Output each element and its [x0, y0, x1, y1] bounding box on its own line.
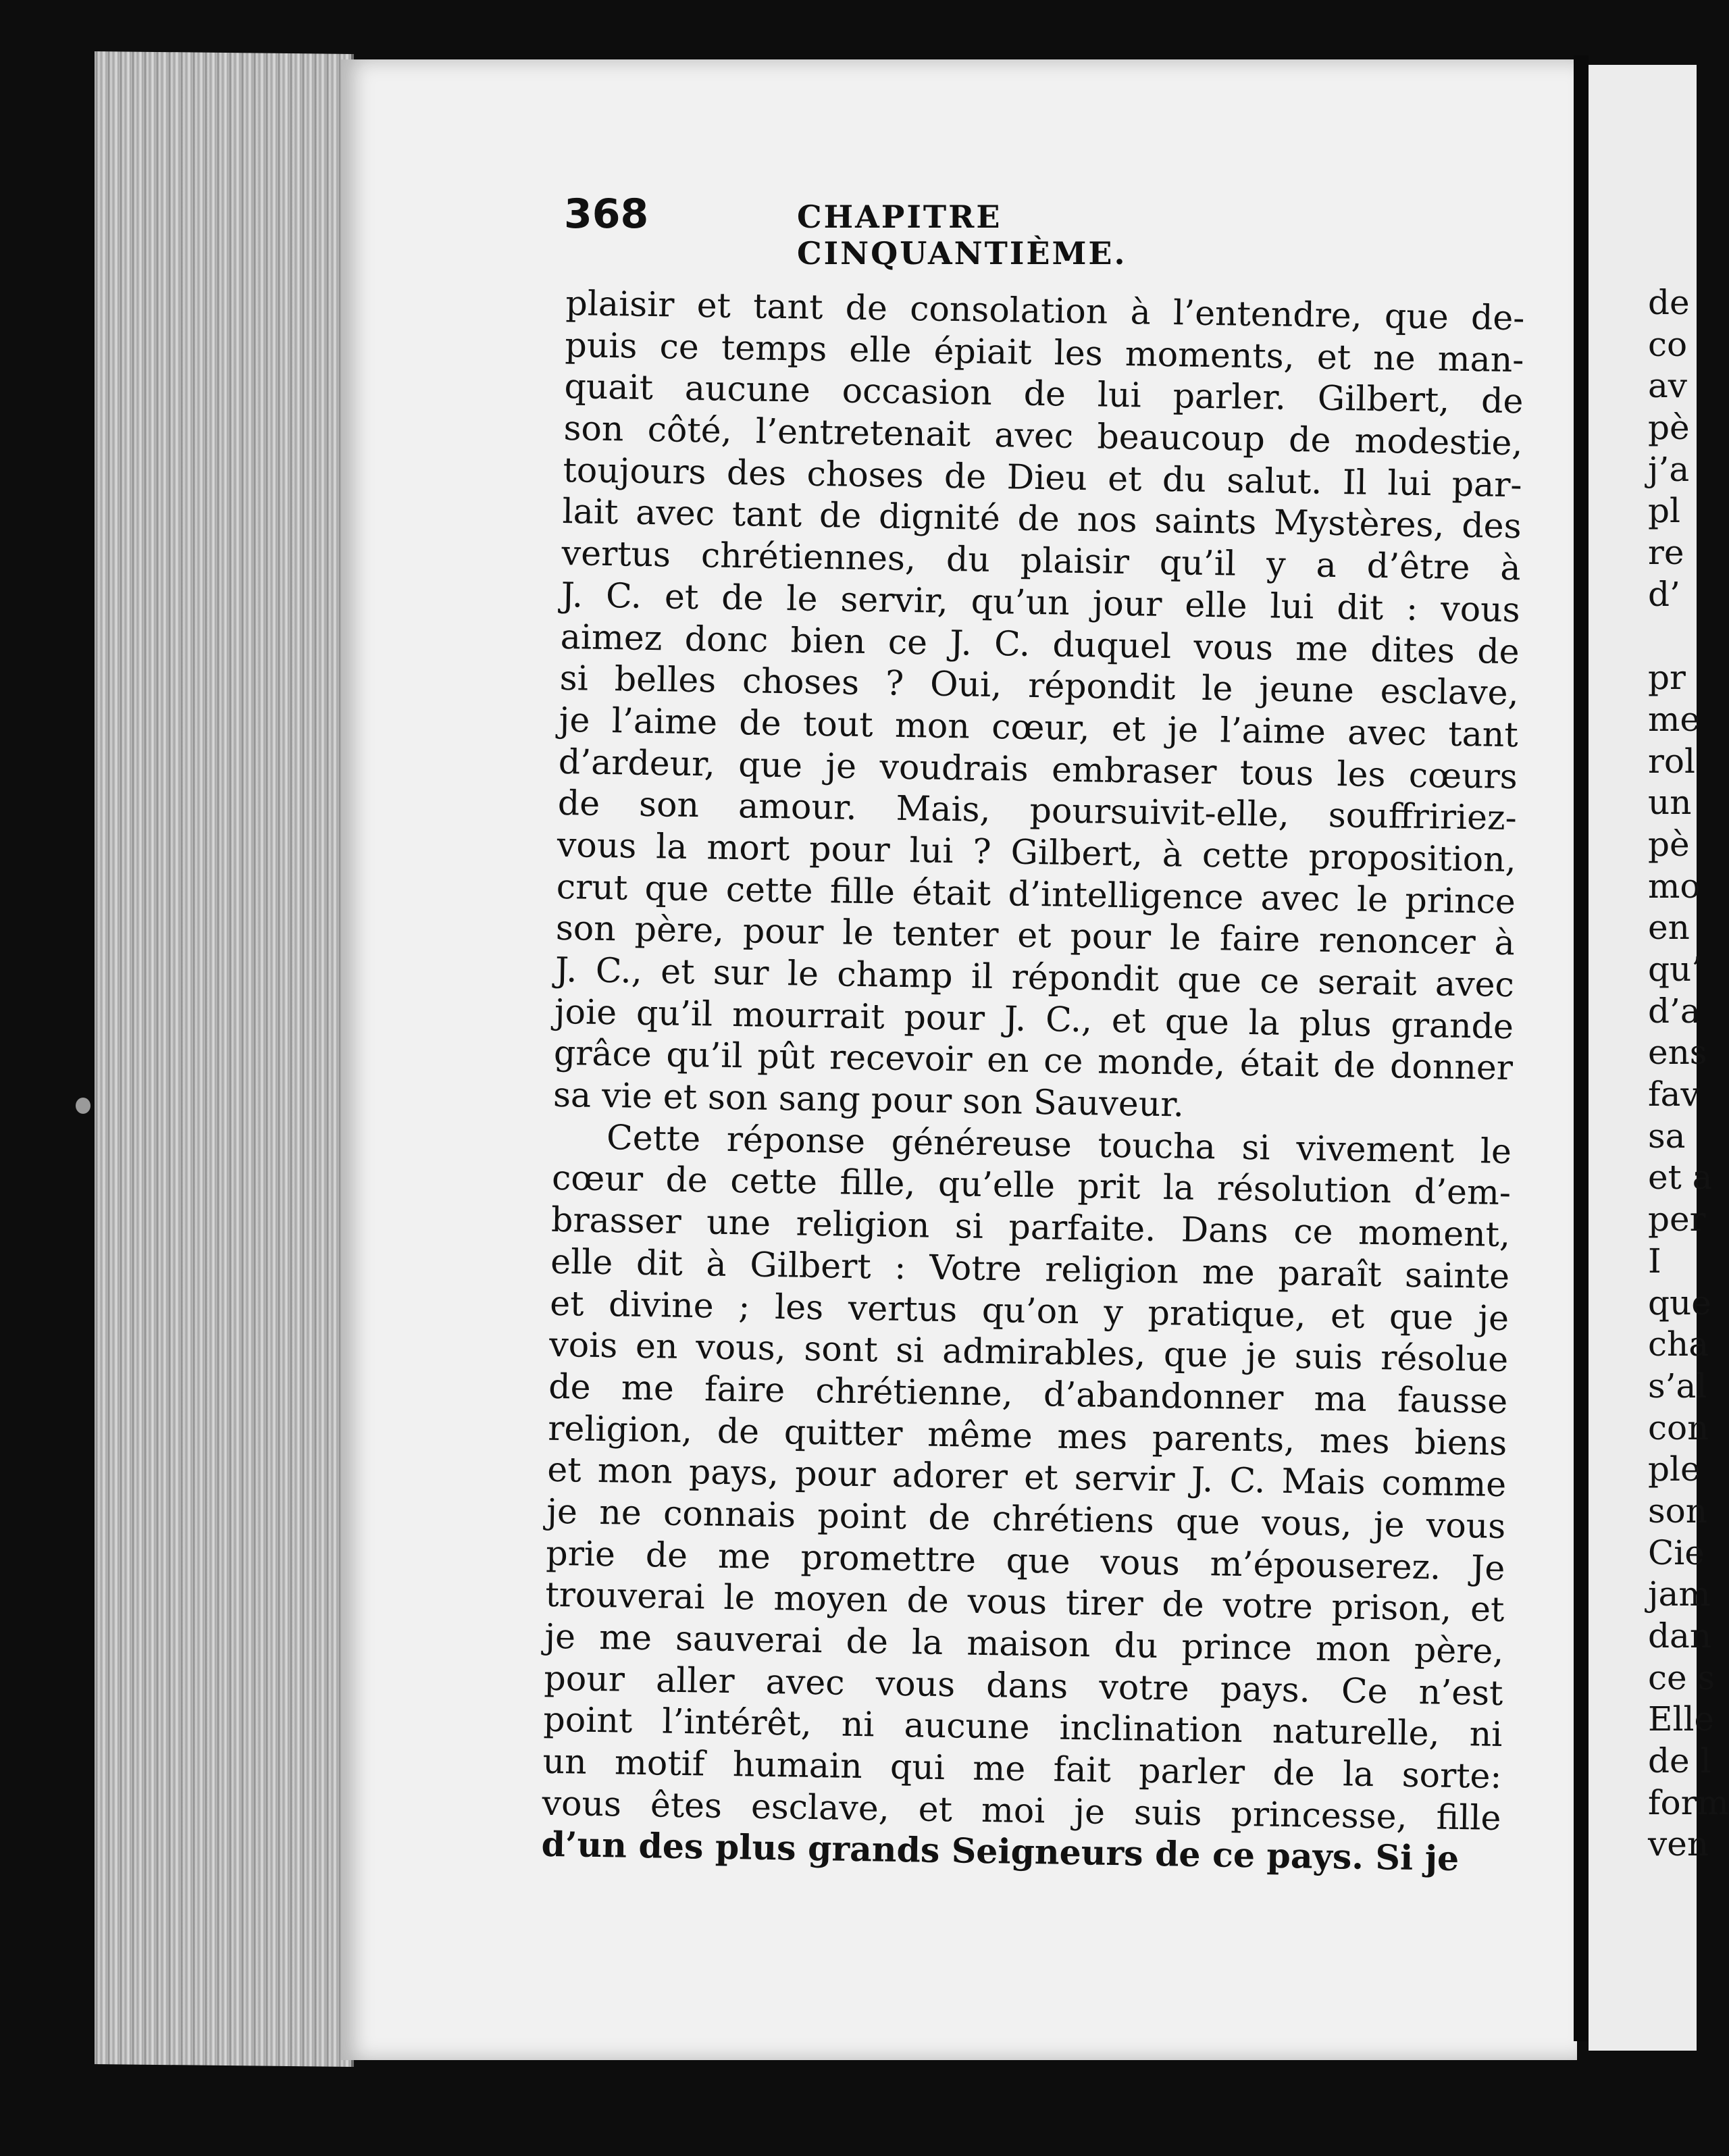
text-line: vous êtes esclave, et moi je suis princesse, fille [542, 1782, 1501, 1838]
text-line: d’un des plus grands Seigneurs de ce pays. Si je [541, 1824, 1460, 1879]
text-line: je me sauverai de la maison du prince mon père, [544, 1616, 1504, 1672]
text-line: vous la mort pour lui ? Gilbert, à cette proposition, [557, 824, 1517, 880]
facing-page-fragment: av [1648, 366, 1688, 406]
text-line: son côté, l’entretenait avec beaucoup de modestie, [563, 408, 1523, 463]
facing-page-text [1648, 282, 1729, 1866]
facing-page-fragment: I [1648, 1241, 1661, 1281]
text-line: aimez donc bien ce J. C. duquel vous me dites de [560, 616, 1520, 671]
facing-page-fragment: con [1648, 1408, 1709, 1447]
text-line: religion, de quitter même mes parents, mes biens [547, 1408, 1507, 1463]
running-head: CHAPITRE CINQUANTIÈME. [797, 199, 1127, 272]
text-line: toujours des choses de Dieu et du salut. Il lui par- [563, 449, 1522, 505]
text-line: brasser une religion si parfaite. Dans ce moment, [550, 1199, 1511, 1255]
facing-page-fragment: ple [1648, 1449, 1701, 1489]
facing-page-fragment: fav [1648, 1075, 1700, 1114]
facing-page-fragment: et a [1648, 1158, 1713, 1198]
text-line: de son amour. Mais, poursuivit-elle, souffririez- [557, 783, 1518, 838]
facing-page-fragment: Cie [1648, 1533, 1705, 1572]
text-line: J. C. et de le servir, qu’un jour elle lui dit : vous [561, 574, 1521, 630]
text-line: trouverai le moyen de vous tirer de votre prison, et [545, 1574, 1505, 1630]
text-line: je l’aime de tout mon cœur, et je l’aime avec tant [559, 699, 1519, 755]
facing-page-fragment: me [1648, 699, 1701, 739]
facing-page-fragment: dan [1648, 1616, 1712, 1656]
body-text [541, 282, 1525, 1880]
text-line: cœur de cette fille, qu’elle prit la résolution d’em- [551, 1158, 1512, 1213]
text-line: si belles choses ? Oui, répondit le jeune esclave, [559, 658, 1520, 713]
text-line: d’ardeur, que je voudrais embraser tous les cœurs [558, 741, 1518, 796]
facing-page-fragment: en [1648, 908, 1690, 948]
text-line: son père, pour le tenter et pour le faire renoncer à [555, 908, 1516, 963]
facing-page-fragment [1648, 616, 1688, 658]
text-line: prie de me promettre que vous m’épouserez. Je [545, 1533, 1505, 1588]
facing-page-fragment: sa [1648, 1116, 1686, 1156]
facing-page-fragment: d’ [1648, 574, 1680, 614]
facing-page-fragment: un [1648, 783, 1692, 823]
facing-page-fragment: pr [1648, 658, 1686, 698]
text-line: sa vie et son sang pour son Sauveur. [552, 1074, 1185, 1125]
book-page-edges [95, 51, 354, 2067]
facing-page-fragment: pè [1648, 408, 1690, 448]
text-line: J. C., et sur le champ il répondit que ce serait avec [554, 949, 1515, 1005]
text-line: elle dit à Gilbert : Votre religion me paraît sainte [550, 1241, 1510, 1296]
facing-page-fragment: de l [1648, 1741, 1711, 1781]
facing-page-fragment: per [1648, 1200, 1706, 1239]
text-line: je ne connais point de chrétiens que vous, je vous [546, 1491, 1506, 1547]
facing-page-fragment: ce s [1648, 1658, 1715, 1697]
facing-page-fragment: mo [1648, 866, 1701, 906]
text-line: plaisir et tant de consolation à l’entendre, que de- [565, 282, 1525, 338]
text-line: et divine ; les vertus qu’on y pratique, et que je [549, 1283, 1509, 1338]
page-number: 368 [564, 190, 649, 238]
facing-page-fragment: s’al [1648, 1366, 1707, 1406]
text-line: pour aller avec vous dans votre pays. Ce n’est [544, 1658, 1503, 1713]
facing-page-fragment: de [1648, 283, 1690, 322]
page-header [564, 190, 1293, 272]
text-line: vertus chrétiennes, du plaisir qu’il y a d’être à [561, 533, 1521, 588]
text-line: un motif humain qui me fait parler de la sorte: [542, 1741, 1502, 1797]
facing-page-fragment: j’a [1648, 449, 1690, 489]
facing-page-fragment: form [1648, 1782, 1729, 1822]
facing-page-fragment: pl [1648, 491, 1680, 531]
scan-speck [76, 1098, 91, 1114]
facing-page-fragment: cha [1648, 1325, 1709, 1364]
facing-page-fragment: son [1648, 1491, 1707, 1531]
text-line: grâce qu’il pût recevoir en ce monde, était de donner [553, 1033, 1514, 1088]
facing-page-fragment: d’a [1648, 991, 1701, 1031]
text-line: puis ce temps elle épiait les moments, et ne man- [565, 324, 1524, 380]
text-line: Cette réponse généreuse toucha si vivement le [606, 1116, 1512, 1171]
facing-page-fragment: rol [1648, 741, 1695, 781]
page-gutter [1574, 55, 1589, 2041]
facing-page-fragment: pè [1648, 824, 1690, 864]
text-line: point l’intérêt, ni aucune inclination naturelle, ni [543, 1699, 1503, 1755]
facing-page-fragment: qu’ [1648, 950, 1703, 989]
facing-page-fragment: co [1648, 324, 1688, 364]
text-line: quait aucune occasion de lui parler. Gilbert, de [564, 366, 1524, 421]
facing-page-fragment: Elle [1648, 1699, 1715, 1739]
facing-page-fragment: jam [1648, 1574, 1711, 1614]
text-line: crut que cette fille était d’intelligence avec le prince [556, 866, 1516, 921]
text-line: lait avec tant de dignité de nos saints Mystères, des [562, 491, 1522, 546]
text-line: de me faire chrétienne, d’abandonner ma fausse [548, 1366, 1508, 1421]
text-line: et mon pays, pour adorer et servir J. C. Mais comme [546, 1449, 1507, 1505]
facing-page-fragment: que [1648, 1283, 1711, 1323]
facing-page-fragment: re [1648, 533, 1684, 573]
text-line: vois en vous, sont si admirables, que je suis résolue [548, 1324, 1509, 1380]
text-line: joie qu’il mourrait pour J. C., et que la plus grande [554, 991, 1514, 1046]
facing-page-fragment: ven [1648, 1824, 1709, 1864]
facing-page-fragment: ens [1648, 1033, 1707, 1073]
